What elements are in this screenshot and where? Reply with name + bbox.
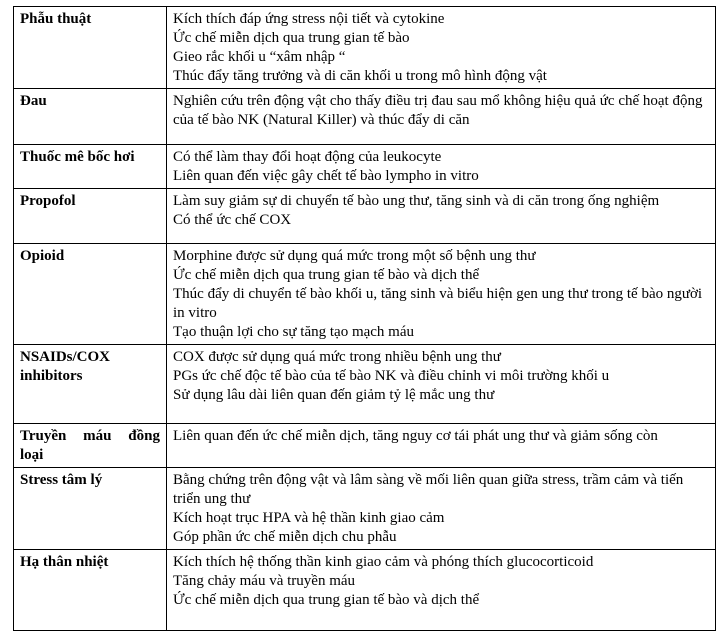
factor-cell: NSAIDs/COX inhibitors bbox=[14, 345, 167, 424]
factor-cell: Opioid bbox=[14, 244, 167, 345]
effect-line: COX được sử dụng quá mức trong nhiều bệnh ung thư bbox=[173, 349, 501, 365]
effect-line: Bằng chứng trên động vật và lâm sàng về mối liên quan giữa stress, trầm cảm và tiến triển ung thư bbox=[173, 472, 684, 507]
effect-line: Có thể ức chế COX bbox=[173, 212, 292, 228]
effect-line: Góp phần ức chế miễn dịch chu phẫu bbox=[173, 529, 397, 545]
effects-cell bbox=[167, 89, 716, 145]
effects-cell bbox=[167, 7, 716, 89]
effects-cell bbox=[167, 424, 716, 468]
factor-cell: Stress tâm lý bbox=[14, 468, 167, 550]
effect-line: Liên quan đến ức chế miễn dịch, tăng nguy cơ tái phát ung thư và giảm sống còn bbox=[173, 428, 658, 444]
table-row bbox=[14, 345, 716, 424]
factor-cell: Hạ thân nhiệt bbox=[14, 550, 167, 631]
effect-line: PGs ức chế độc tế bào của tế bào NK và điều chỉnh vi môi trường khối u bbox=[173, 368, 610, 384]
effect-line: Tạo thuận lợi cho sự tăng tạo mạch máu bbox=[173, 324, 414, 340]
effect-line: Sử dụng lâu dài liên quan đến giảm tỷ lệ mắc ung thư bbox=[173, 387, 495, 403]
table-row bbox=[14, 550, 716, 631]
effects-cell bbox=[167, 189, 716, 244]
factor-cell: Phẫu thuật bbox=[14, 7, 167, 89]
factor-cell: Đau bbox=[14, 89, 167, 145]
effect-line: Kích hoạt trục HPA và hệ thần kinh giao cảm bbox=[173, 510, 445, 526]
effects-cell bbox=[167, 244, 716, 345]
effect-line: Thúc đẩy tăng trưởng và di căn khối u trong mô hình động vật bbox=[173, 68, 547, 84]
effect-line: Kích thích đáp ứng stress nội tiết và cytokine bbox=[173, 11, 445, 27]
perioperative-factors-table bbox=[13, 6, 716, 631]
effect-line: Liên quan đến việc gây chết tế bào lympho in vitro bbox=[173, 168, 479, 184]
effect-line: Morphine được sử dụng quá mức trong một số bệnh ung thư bbox=[173, 248, 536, 264]
table-body bbox=[14, 7, 716, 631]
factor-cell: Thuốc mê bốc hơi bbox=[14, 145, 167, 189]
effect-line: Nghiên cứu trên động vật cho thấy điều trị đau sau mổ không hiệu quả ức chế hoạt động của tế bào NK (Natural Killer) và thúc đẩy di căn bbox=[173, 93, 703, 128]
effect-line: Ức chế miễn dịch qua trung gian tế bào và dịch thể bbox=[173, 267, 480, 283]
effect-line: Làm suy giảm sự di chuyển tế bào ung thư, tăng sinh và di căn trong ống nghiệm bbox=[173, 193, 660, 209]
table-row bbox=[14, 7, 716, 89]
effect-line: Có thể làm thay đổi hoạt động của leukocyte bbox=[173, 149, 442, 165]
table-row bbox=[14, 424, 716, 468]
table-row bbox=[14, 145, 716, 189]
effect-line: Kích thích hệ thống thần kinh giao cảm và phóng thích glucocorticoid bbox=[173, 554, 594, 570]
effect-line: Tăng chảy máu và truyền máu bbox=[173, 573, 356, 589]
factor-cell: Truyền máu đồng loại bbox=[14, 424, 167, 468]
effect-line: Ức chế miễn dịch qua trung gian tế bào bbox=[173, 30, 410, 46]
effect-line: Ức chế miễn dịch qua trung gian tế bào và dịch thể bbox=[173, 592, 480, 608]
table-row bbox=[14, 89, 716, 145]
effects-cell bbox=[167, 145, 716, 189]
effects-cell bbox=[167, 468, 716, 550]
effect-line: Gieo rắc khối u “xâm nhập “ bbox=[173, 49, 346, 65]
effect-line: Thúc đẩy di chuyển tế bào khối u, tăng sinh và biểu hiện gen ung thư trong tế bào người in vitro bbox=[173, 286, 703, 321]
table-row bbox=[14, 244, 716, 345]
effects-cell bbox=[167, 550, 716, 631]
effects-cell bbox=[167, 345, 716, 424]
table-row bbox=[14, 189, 716, 244]
table-row bbox=[14, 468, 716, 550]
factor-cell: Propofol bbox=[14, 189, 167, 244]
